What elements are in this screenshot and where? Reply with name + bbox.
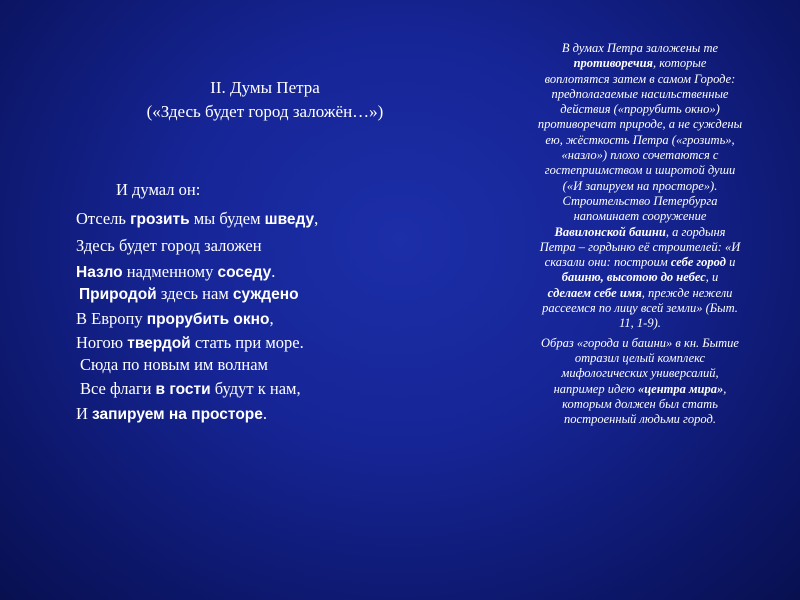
commentary-line: В думах Петра заложены те bbox=[561, 41, 719, 55]
commentary-line: ею, жёсткость Петра («грозить», bbox=[545, 132, 735, 147]
commentary-line: рассеемся по лицу всей земли» (Быт. bbox=[542, 301, 738, 316]
commentary-line: Строительство Петербурга bbox=[562, 193, 718, 208]
commentary-line: отразил целый комплекс bbox=[574, 350, 706, 365]
poem-line: В Европу прорубить окно, bbox=[76, 309, 274, 328]
poem-line: Природой здесь нам суждено bbox=[79, 284, 299, 303]
poem-line: И думал он: bbox=[116, 180, 201, 199]
commentary-line: 11, 1-9). bbox=[619, 316, 661, 331]
commentary-line: гостеприимством и широтой души bbox=[544, 163, 736, 178]
commentary-line: («И запируем на просторе»). bbox=[562, 178, 718, 193]
poem-line: Здесь будет город заложен bbox=[76, 236, 262, 255]
poem-line: Сюда по новым им волнам bbox=[80, 355, 269, 374]
commentary-line: Петра – гордыню её строителей: «И bbox=[539, 239, 741, 254]
commentary-line: сделаем себе имя, прежде нежели bbox=[547, 285, 733, 300]
poem-line: Все флаги в гости будут к нам, bbox=[80, 379, 301, 398]
commentary-line: сказали они: построим себе город и bbox=[544, 255, 736, 270]
commentary-line: которым должен был стать bbox=[562, 396, 718, 411]
poem-line: Назло надменному соседу. bbox=[76, 262, 276, 281]
commentary-line: построенный людьми город. bbox=[564, 412, 716, 427]
commentary-line: например идею «центра мира», bbox=[553, 381, 727, 396]
commentary bbox=[500, 41, 780, 427]
commentary-paragraph bbox=[500, 41, 780, 332]
poem-line: Отсель грозить мы будем шведу, bbox=[76, 209, 319, 228]
commentary-line: мифологических универсалий, bbox=[561, 366, 719, 381]
poem-line: И запируем на просторе. bbox=[76, 404, 267, 423]
commentary-line: противоречия, которые bbox=[573, 56, 707, 71]
commentary-line: предполагаемые насильственные bbox=[551, 86, 729, 101]
commentary-line: действия («прорубить окно») bbox=[560, 102, 720, 117]
commentary-line: противоречат природе, а не суждены bbox=[537, 117, 743, 132]
commentary-line: Образ «города и башни» в кн. Бытие bbox=[541, 335, 739, 350]
heading-title: II. Думы Петра bbox=[210, 78, 320, 97]
heading-subtitle: («Здесь будет город заложён…») bbox=[146, 102, 384, 121]
commentary-line: напоминает сооружение bbox=[573, 209, 707, 224]
commentary-paragraph bbox=[500, 336, 780, 428]
commentary-line: «назло») плохо сочетаются с bbox=[561, 148, 719, 163]
commentary-line: воплотятся затем в самом Городе: bbox=[544, 71, 736, 86]
section-heading bbox=[100, 76, 430, 124]
commentary-line: Вавилонской башни, а гордыня bbox=[554, 224, 726, 239]
poem-line: Ногою твердой стать при море. bbox=[76, 333, 304, 352]
commentary-line: башню, высотою до небес, и bbox=[561, 270, 719, 285]
